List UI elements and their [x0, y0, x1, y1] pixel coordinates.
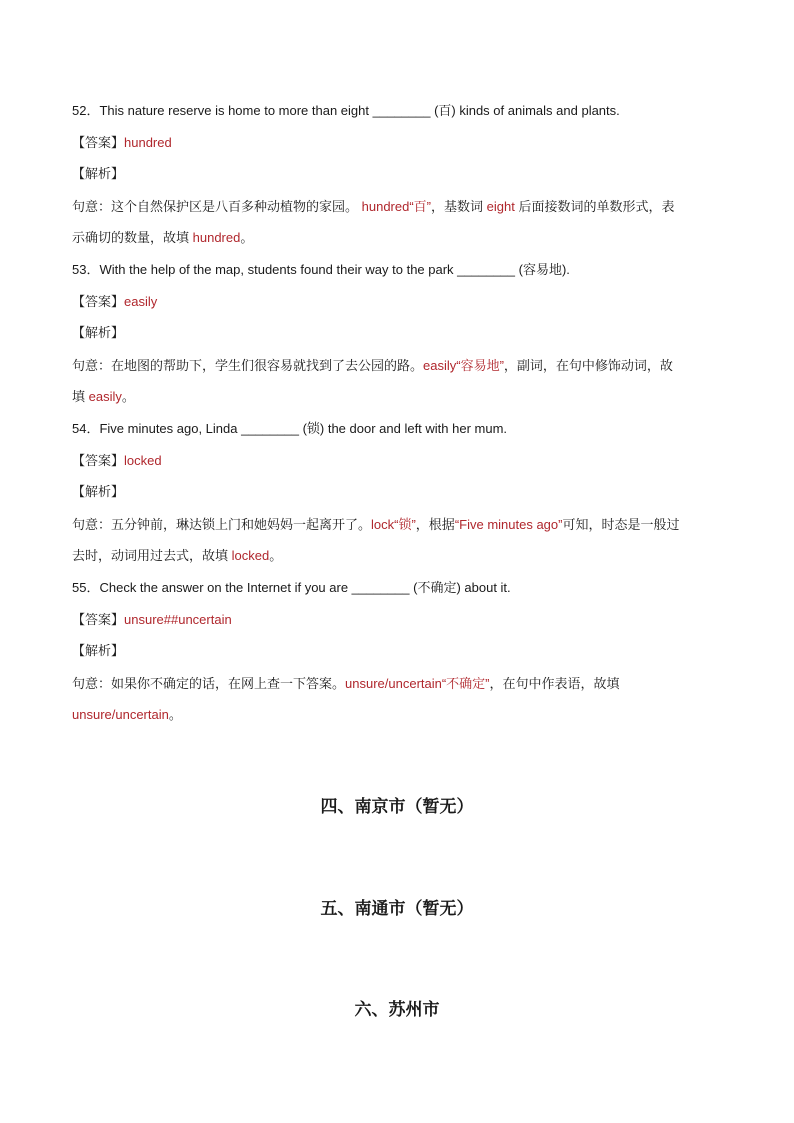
answer-value: locked [124, 453, 162, 468]
analysis-label: 【解析】 [72, 325, 125, 340]
question-text-hint: (锁) the door and left with her mum. [298, 421, 508, 436]
explanation-text: 可知，时态是一般过 [562, 517, 680, 532]
explanation-text: 示确切的数量，故填 [72, 230, 193, 245]
answer-label: 【答案】 [72, 612, 125, 627]
analysis-label-55 [72, 642, 124, 660]
answer-line-54 [72, 452, 162, 470]
answer-value: easily [124, 294, 158, 309]
explanation-text: ，基数词 [431, 199, 487, 214]
explanation-highlight: unsure/uncertain [72, 707, 169, 722]
explanation-text: 。 [240, 230, 254, 245]
explanation-highlight: locked [231, 548, 270, 563]
analysis-label-52 [72, 165, 124, 183]
question-text: Five minutes ago, Linda [99, 421, 242, 436]
explanation-text: ，在句中作表语，故填 [489, 676, 620, 691]
answer-blank: ________ [372, 103, 431, 118]
question-number: 52． [72, 103, 100, 118]
explanation-52-line1 [72, 198, 674, 216]
question-number: 53． [72, 262, 100, 277]
explanation-52-line2 [72, 229, 253, 247]
question-53 [72, 261, 570, 279]
question-text: This nature reserve is home to more than eight [99, 103, 373, 118]
analysis-label-54 [72, 483, 124, 501]
answer-line-55 [72, 611, 232, 629]
section-heading-nanjing: 四、南京市（暂无） [320, 797, 474, 817]
question-text: With the help of the map, students found their way to the park [99, 262, 458, 277]
explanation-53-line1 [72, 357, 673, 375]
explanation-text: 后面接数词的单数形式，表 [514, 199, 675, 214]
answer-blank: ________ [241, 421, 299, 436]
explanation-text: ，根据 [415, 517, 455, 532]
answer-line-53 [72, 293, 157, 311]
explanation-text: 。 [121, 389, 135, 404]
analysis-label-53 [72, 324, 124, 342]
explanation-text: 句意：五分钟前，琳达锁上门和她妈妈一起离开了。 [72, 517, 372, 532]
analysis-label: 【解析】 [72, 484, 125, 499]
explanation-highlight: “Five minutes ago” [454, 517, 563, 532]
question-55 [72, 579, 511, 597]
question-54 [72, 420, 507, 438]
answer-value: hundred [124, 135, 172, 150]
question-52 [72, 102, 620, 120]
explanation-highlight: lock“锁” [371, 517, 416, 532]
answer-value: unsure##uncertain [124, 612, 232, 627]
explanation-highlight: eight [486, 199, 515, 214]
section-heading-suzhou: 六、苏州市 [354, 1000, 440, 1020]
question-number: 55． [72, 580, 100, 595]
explanation-highlight: easily“容易地” [423, 358, 504, 373]
explanation-text: 。 [168, 707, 182, 722]
explanation-text: 。 [269, 548, 283, 563]
answer-label: 【答案】 [72, 453, 125, 468]
explanation-text: 去时，动词用过去式，故填 [72, 548, 232, 563]
analysis-label: 【解析】 [72, 166, 125, 181]
answer-line-52 [72, 134, 172, 152]
explanation-text: 句意：如果你不确定的话，在网上查一下答案。 [72, 676, 346, 691]
explanation-55-line1 [72, 675, 620, 693]
answer-label: 【答案】 [72, 135, 125, 150]
explanation-highlight: hundred [192, 230, 241, 245]
explanation-55-line2 [72, 706, 182, 724]
answer-blank: ________ [351, 580, 410, 595]
explanation-53-line2 [72, 388, 135, 406]
analysis-label: 【解析】 [72, 643, 125, 658]
explanation-54-line1 [72, 516, 679, 534]
explanation-text: 句意：在地图的帮助下，学生们很容易就找到了去公园的路。 [72, 358, 424, 373]
explanation-text: 填 [72, 389, 89, 404]
explanation-text: 句意：这个自然保护区是八百多种动植物的家园。 [72, 199, 362, 214]
explanation-highlight: easily [88, 389, 122, 404]
answer-blank: ________ [457, 262, 516, 277]
question-text: Check the answer on the Internet if you are [99, 580, 352, 595]
section-heading-nantong: 五、南通市（暂无） [320, 899, 474, 919]
question-text-hint: (容易地). [515, 262, 570, 277]
question-text-hint: (百) kinds of animals and plants. [430, 103, 620, 118]
explanation-54-line2 [72, 547, 282, 565]
explanation-highlight: hundred“百” [361, 199, 431, 214]
explanation-highlight: unsure/uncertain“不确定” [345, 676, 490, 691]
question-number: 54． [72, 421, 100, 436]
explanation-text: ，副词，在句中修饰动词，故 [503, 358, 673, 373]
answer-label: 【答案】 [72, 294, 125, 309]
question-text-hint: (不确定) about it. [409, 580, 511, 595]
